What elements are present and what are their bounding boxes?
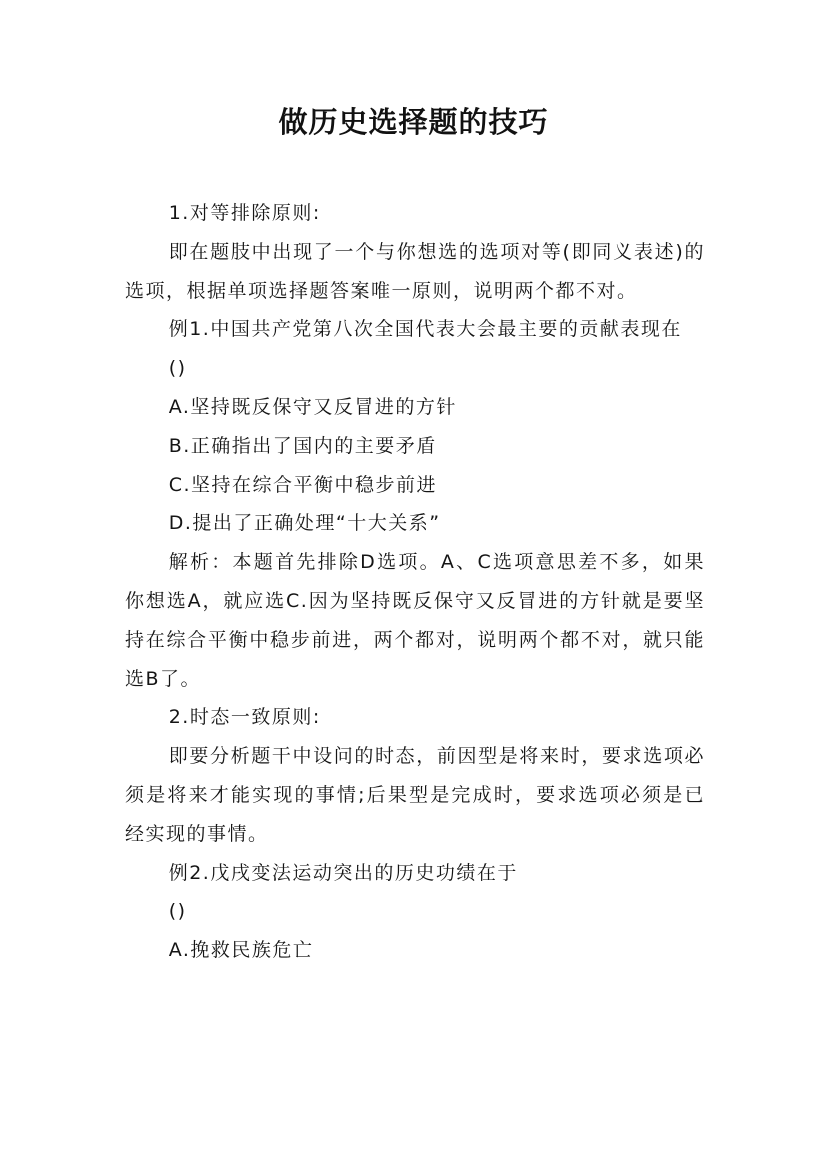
section-heading-2: 2.时态一致原则:: [168, 706, 321, 729]
section-heading-1: 1.对等排除原则:: [168, 202, 321, 224]
paragraph: 即要分析题干中设问的时态，前因型是将来时，要求选项必须是将来才能实现的事情;后果型是完成时，要求选项必须是已经实现的事情。: [125, 745, 705, 845]
analysis-paragraph: 解析：本题首先排除D选项。A、C选项意思差不多，如果你想选A，就应选C.因为坚持既反保守又反冒进的方针就是要坚持在综合平衡中稳步前进，两个都对，说明两个都不对，就只能选B了。: [125, 551, 705, 690]
option-c: C.坚持在综合平衡中稳步前进: [168, 473, 437, 496]
example-question-2: 例2.戊戌变法运动突出的历史功绩在于: [168, 861, 518, 884]
example-question-1: 例1.中国共产党第八次全国代表大会最主要的贡献表现在: [168, 318, 682, 341]
option-a: A.挽救民族危亡: [168, 939, 314, 962]
option-a: A.坚持既反保守又反冒进的方针: [168, 395, 457, 418]
document-body: [125, 194, 705, 970]
option-b: B.正确指出了国内的主要矛盾: [168, 434, 437, 457]
answer-blank: (): [168, 357, 187, 380]
answer-blank: (): [168, 900, 187, 923]
document-title: 做历史选择题的技巧: [278, 105, 549, 139]
option-d: D.提出了正确处理“十大关系”: [168, 512, 441, 535]
paragraph: 即在题肢中出现了一个与你想选的选项对等(即同义表述)的选项，根据单项选择题答案唯一原则，说明两个都不对。: [125, 240, 705, 302]
